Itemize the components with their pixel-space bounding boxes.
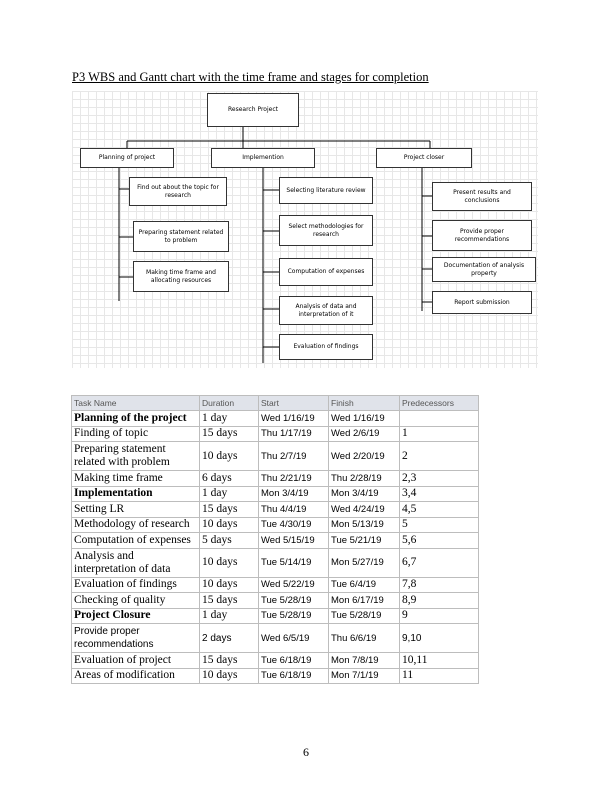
duration-cell: 15 days <box>200 653 259 669</box>
predecessors-cell: 11 <box>400 668 479 684</box>
table-row <box>72 486 479 502</box>
table-header-row <box>72 396 479 411</box>
start-cell: Thu 1/17/19 <box>259 426 329 442</box>
task-name-cell: Analysis and interpretation of data <box>72 548 200 577</box>
task-name-cell: Provide proper recommendations <box>72 624 200 653</box>
wbs-task-node: Provide proper recommendations <box>432 220 532 251</box>
header-task-name: Task Name <box>72 396 200 411</box>
task-name-cell: Evaluation of findings <box>72 577 200 593</box>
wbs-task-node: Present results and conclusions <box>432 182 532 211</box>
wbs-branch-planning: Planning of project <box>80 148 174 168</box>
start-cell: Wed 1/16/19 <box>259 411 329 427</box>
predecessors-cell: 5,6 <box>400 533 479 549</box>
table-row <box>72 608 479 624</box>
wbs-diagram <box>72 91 538 368</box>
duration-cell: 10 days <box>200 517 259 533</box>
wbs-task-node: Find out about the topic for research <box>129 177 227 206</box>
finish-cell: Thu 6/6/19 <box>329 624 400 653</box>
finish-cell: Tue 6/4/19 <box>329 577 400 593</box>
wbs-task-node: Selecting literature review <box>279 177 373 204</box>
task-name-cell: Evaluation of project <box>72 653 200 669</box>
duration-cell: 10 days <box>200 442 259 471</box>
header-duration: Duration <box>200 396 259 411</box>
task-name-cell: Finding of topic <box>72 426 200 442</box>
table-row <box>72 577 479 593</box>
duration-cell: 10 days <box>200 577 259 593</box>
page-number: 6 <box>303 745 309 759</box>
predecessors-cell: 4,5 <box>400 502 479 518</box>
task-name-cell: Preparing statement related with problem <box>72 442 200 471</box>
wbs-task-node: Preparing statement related to problem <box>133 221 229 252</box>
finish-cell: Mon 5/13/19 <box>329 517 400 533</box>
start-cell: Tue 5/14/19 <box>259 548 329 577</box>
task-name-cell: Computation of expenses <box>72 533 200 549</box>
predecessors-cell: 9 <box>400 608 479 624</box>
predecessors-cell: 5 <box>400 517 479 533</box>
wbs-task-node: Documentation of analysis property <box>432 257 536 282</box>
predecessors-cell: 7,8 <box>400 577 479 593</box>
finish-cell: Wed 4/24/19 <box>329 502 400 518</box>
finish-cell: Mon 6/17/19 <box>329 593 400 609</box>
duration-cell: 1 day <box>200 608 259 624</box>
task-name-cell: Checking of quality <box>72 593 200 609</box>
duration-cell: 1 day <box>200 486 259 502</box>
finish-cell: Mon 7/1/19 <box>329 668 400 684</box>
table-row <box>72 624 479 653</box>
finish-cell: Tue 5/21/19 <box>329 533 400 549</box>
predecessors-cell: 9,10 <box>400 624 479 653</box>
duration-cell: 15 days <box>200 593 259 609</box>
duration-cell: 10 days <box>200 548 259 577</box>
table-row <box>72 411 479 427</box>
duration-cell: 10 days <box>200 668 259 684</box>
start-cell: Wed 5/15/19 <box>259 533 329 549</box>
start-cell: Mon 3/4/19 <box>259 486 329 502</box>
finish-cell: Thu 2/28/19 <box>329 471 400 487</box>
table-row <box>72 471 479 487</box>
table-row <box>72 533 479 549</box>
finish-cell: Wed 2/20/19 <box>329 442 400 471</box>
finish-cell: Mon 3/4/19 <box>329 486 400 502</box>
finish-cell: Mon 5/27/19 <box>329 548 400 577</box>
task-name-cell: Implementation <box>72 486 200 502</box>
table-row <box>72 668 479 684</box>
duration-cell: 2 days <box>200 624 259 653</box>
task-name-cell: Project Closure <box>72 608 200 624</box>
wbs-task-node: Evaluation of findings <box>279 334 373 360</box>
start-cell: Tue 6/18/19 <box>259 668 329 684</box>
task-name-cell: Areas of modification <box>72 668 200 684</box>
wbs-branch-closure: Project closer <box>376 148 472 168</box>
wbs-task-node: Computation of expenses <box>279 258 373 286</box>
start-cell: Tue 5/28/19 <box>259 608 329 624</box>
predecessors-cell <box>400 411 479 427</box>
section-heading: P3 WBS and Gantt chart with the time frame and stages for completion <box>72 70 429 84</box>
predecessors-cell: 6,7 <box>400 548 479 577</box>
predecessors-cell: 3,4 <box>400 486 479 502</box>
duration-cell: 1 day <box>200 411 259 427</box>
start-cell: Thu 4/4/19 <box>259 502 329 518</box>
table-row <box>72 426 479 442</box>
finish-cell: Wed 2/6/19 <box>329 426 400 442</box>
header-start: Start <box>259 396 329 411</box>
wbs-branch-implementation: Implemention <box>211 148 315 168</box>
table-row <box>72 548 479 577</box>
duration-cell: 15 days <box>200 426 259 442</box>
wbs-task-node: Select methodologies for research <box>279 215 373 246</box>
predecessors-cell: 8,9 <box>400 593 479 609</box>
finish-cell: Mon 7/8/19 <box>329 653 400 669</box>
gantt-table <box>71 395 479 684</box>
task-name-cell: Planning of the project <box>72 411 200 427</box>
predecessors-cell: 2 <box>400 442 479 471</box>
table-row <box>72 442 479 471</box>
start-cell: Tue 5/28/19 <box>259 593 329 609</box>
task-name-cell: Methodology of research <box>72 517 200 533</box>
header-finish: Finish <box>329 396 400 411</box>
wbs-task-node: Report submission <box>432 291 532 314</box>
duration-cell: 6 days <box>200 471 259 487</box>
finish-cell: Tue 5/28/19 <box>329 608 400 624</box>
predecessors-cell: 2,3 <box>400 471 479 487</box>
wbs-task-node: Analysis of data and interpretation of it <box>279 296 373 325</box>
start-cell: Wed 5/22/19 <box>259 577 329 593</box>
duration-cell: 5 days <box>200 533 259 549</box>
start-cell: Thu 2/7/19 <box>259 442 329 471</box>
start-cell: Tue 6/18/19 <box>259 653 329 669</box>
finish-cell: Wed 1/16/19 <box>329 411 400 427</box>
table-row <box>72 502 479 518</box>
duration-cell: 15 days <box>200 502 259 518</box>
table-row <box>72 653 479 669</box>
predecessors-cell: 1 <box>400 426 479 442</box>
table-row <box>72 517 479 533</box>
predecessors-cell: 10,11 <box>400 653 479 669</box>
wbs-task-node: Making time frame and allocating resources <box>133 261 229 292</box>
task-name-cell: Setting LR <box>72 502 200 518</box>
header-predecessors: Predecessors <box>400 396 479 411</box>
start-cell: Thu 2/21/19 <box>259 471 329 487</box>
start-cell: Tue 4/30/19 <box>259 517 329 533</box>
wbs-root-node: Research Project <box>207 93 299 127</box>
task-name-cell: Making time frame <box>72 471 200 487</box>
start-cell: Wed 6/5/19 <box>259 624 329 653</box>
table-row <box>72 593 479 609</box>
